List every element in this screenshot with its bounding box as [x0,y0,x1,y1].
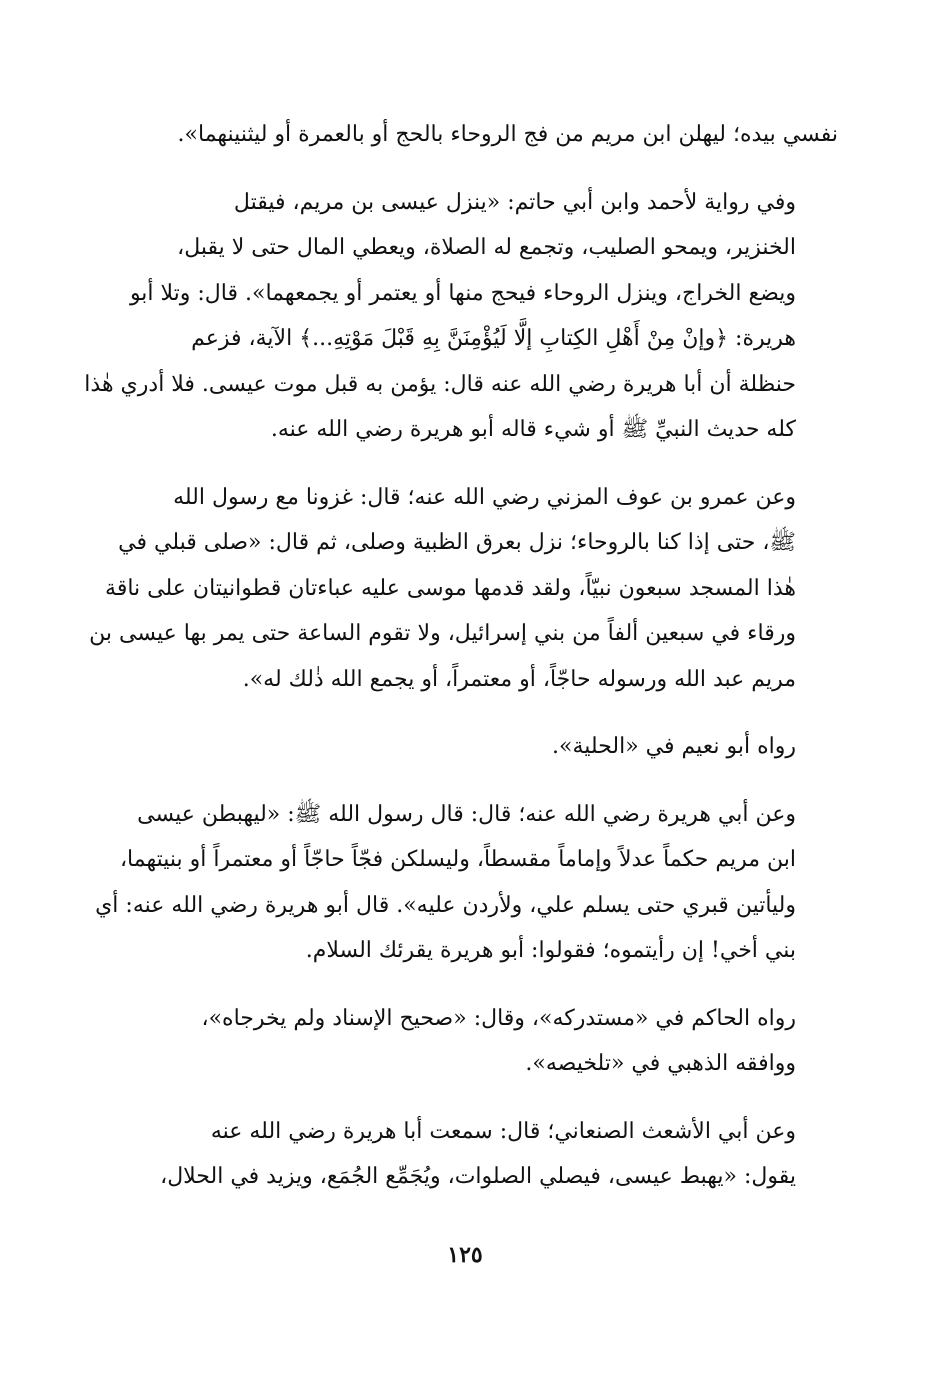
text-line: ويضع الخراج، وينزل الروحاء فيحج منها أو يعتمر أو يجمعهما». قال: وتلا أبو [129,280,796,306]
text-line: هٰذا المسجد سبعون نبيّاً، ولقد قدمها موسى عليه عباءتان قطوانيتان على ناقة [105,575,796,601]
text-line: نفسي بيده؛ ليهلن ابن مريم من فج الروحاء بالحج أو بالعمرة أو ليثنينهما». [177,122,838,147]
text-line: رواه أبو نعيم في «الحلية». [552,734,796,759]
text-line: كله حديث النبيِّ ﷺ أو شيء قاله أبو هريرة رضي الله عنه. [270,417,796,442]
text-line: وعن أبي هريرة رضي الله عنه؛ قال: قال رسول الله ﷺ: «ليهبطن عيسى [137,801,796,827]
text-line: ابن مريم حكماً عدلاً وإماماً مقسطاً، وليسلكن فجّاً حاجّاً أو معتمراً أو بنيتهما، [119,847,796,872]
paragraph-3 [89,475,838,703]
text-line: وعن أبي الأشعث الصنعاني؛ قال: سمعت أبا هريرة رضي الله عنه [210,1118,796,1144]
text-line: ورقاء في سبعين ألفاً من بني إسرائيل، ولا تقوم الساعة حتى يمر بها عيسى بن [89,621,796,646]
text-line: الخنزير، ويمحو الصليب، وتجمع له الصلاة، ويعطي المال حتى لا يقبل، [177,235,796,260]
paragraph-7 [100,1109,838,1200]
text-line: حنظلة أن أبا هريرة رضي الله عنه قال: يؤمن به قبل موت عيسى. فلا أدري هٰذا [84,371,796,397]
text-line: مريم عبد الله ورسوله حاجّاً، أو معتمراً، أو يجمع الله ذٰلك له». [242,666,796,692]
text-line: بني أخي! إن رأيتموه؛ فقولوا: أبو هريرة يقرئك السلام. [305,938,796,963]
paragraph-5 [95,792,838,974]
paragraph-6 [100,996,838,1087]
text-line: وليأتين قبري حتى يسلم علي، ولأردن عليه». قال أبو هريرة رضي الله عنه: أي [95,892,796,918]
page-body [84,112,838,1200]
text-line: ووافقه الذهبي في «تلخيصه». [525,1051,796,1076]
text-line: رواه الحاكم في «مستدركه»، وقال: «صحيح الإسناد ولم يخرجاه»، [201,1005,796,1031]
paragraph-2 [84,180,838,453]
text-line: ﷺ، حتى إذا كنا بالروحاء؛ نزل بعرق الظبية وصلى، ثم قال: «صلى قبلي في [118,530,796,555]
text-line: وفي رواية لأحمد وابن أبي حاتم: «ينزل عيسى بن مريم، فيقتل [233,189,796,215]
text-line: هريرة: ﴿وإنْ مِنْ أَهْلِ الكِتابِ إلَّا لَيُؤْمِنَنَّ بِهِ قَبْلَ مَوْتِهِ...﴾ الآية، فزعم [191,326,796,351]
paragraph-1 [100,112,838,158]
page-number: ١٢٥ [447,1242,483,1268]
paragraph-4 [100,724,838,770]
text-line: يقول: «يهبط عيسى، فيصلي الصلوات، ويُجَمِّع الجُمَع، ويزيد في الحلال، [160,1164,796,1189]
text-line: وعن عمرو بن عوف المزني رضي الله عنه؛ قال: غزونا مع رسول الله [173,484,796,510]
